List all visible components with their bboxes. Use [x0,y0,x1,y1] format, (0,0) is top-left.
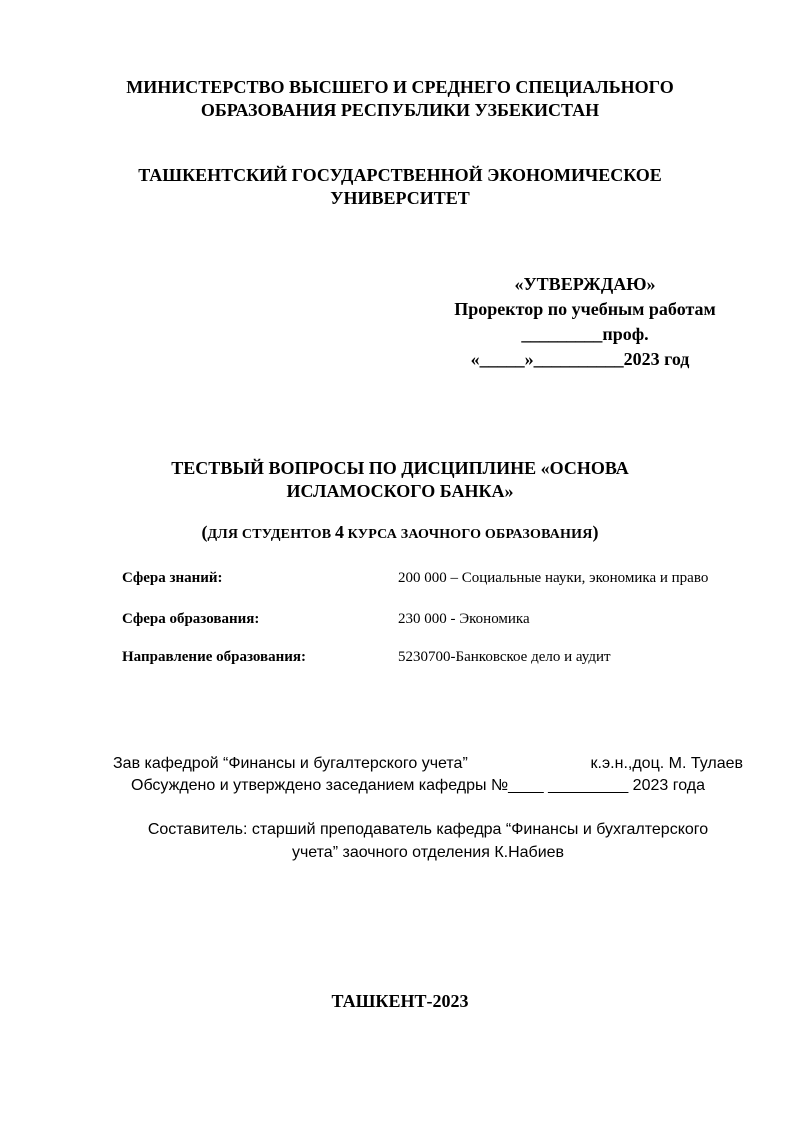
info-row-knowledge [122,568,762,588]
title-line-1: ТЕСТВЫЙ ВОПРОСЫ ПО ДИСЦИПЛИНЕ «ОСНОВА [171,458,629,478]
ministry-line-1: МИНИСТЕРСТВО ВЫСШЕГО И СРЕДНЕГО СПЕЦИАЛЬНОГО [126,77,674,97]
info-row-education [122,609,762,629]
compiler-line-2: учета” заочного отделения К.Набиев [291,844,565,861]
audience-text-1: ДЛЯ СТУДЕНТОВ [207,527,335,542]
audience-close-paren: ) [592,522,599,542]
title-line-2: ИСЛАМОСКОГО БАНКА» [286,481,514,501]
approval-heading: «УТВЕРЖДАЮ» [514,274,656,294]
city-year: ТАШКЕНТ-2023 [331,991,469,1011]
info-row-direction [122,647,762,667]
audience-line [0,522,800,543]
university-line-1: ТАШКЕНТСКИЙ ГОСУДАРСТВЕННОЙ ЭКОНОМИЧЕСКОЕ [138,165,662,185]
info-value: 200 000 – Социальные науки, экономика и право [398,569,709,586]
info-value: 5230700-Банковское дело и аудит [398,648,611,665]
info-value: 230 000 - Экономика [398,610,530,627]
approval-position: Проректор по учебным работам [454,299,716,319]
department-head-label: Зав кафедрой “Финансы и бугалтерского учета” [113,755,468,772]
approval-signature: _________проф. [521,324,649,344]
audience-open-paren: ( [201,522,208,542]
department-head-row [113,752,743,775]
compiler-block [0,818,800,864]
department-discussed: Обсуждено и утверждено заседанием кафедры №____ _________ 2023 года [131,777,705,794]
info-label: Сфера образования: [122,610,260,627]
info-label: Направление образования: [122,648,307,665]
university-line-2: УНИВЕРСИТЕТ [330,188,470,208]
ministry-line-2: ОБРАЗОВАНИЯ РЕСПУБЛИКИ УЗБЕКИСТАН [200,100,600,120]
info-label: Сфера знаний: [122,569,223,586]
approval-block [440,272,730,372]
audience-text-2: КУРСА ЗАОЧНОГО ОБРАЗОВАНИЯ [343,527,593,542]
department-head-name: к.э.н.,доц. М. Тулаев [590,755,743,772]
approval-date: «_____»__________2023 год [470,349,690,369]
education-info-table [122,568,762,667]
audience-course-number: 4 [334,522,344,542]
university-heading [0,164,800,210]
ministry-heading [0,76,800,122]
compiler-line-1: Составитель: старший преподаватель кафедра “Финансы и бухгалтерского [147,821,709,838]
document-title [0,457,800,503]
